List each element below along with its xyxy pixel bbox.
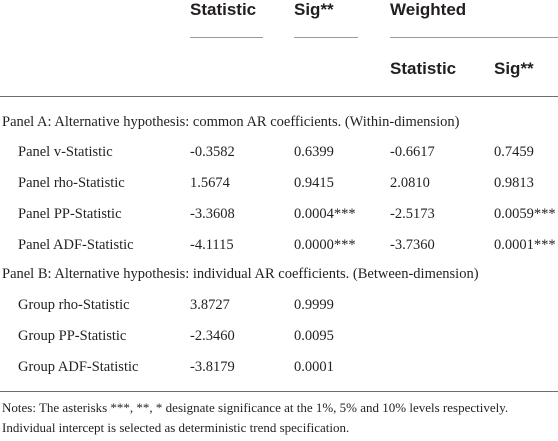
row-sig: 0.6399: [294, 144, 334, 160]
row-weighted-sig: 0.7459: [494, 144, 534, 160]
header-bottom-rule: [0, 96, 558, 97]
header-underline-weighted: [390, 37, 558, 38]
row-weighted-statistic: 2.0810: [390, 175, 430, 191]
row-sig: 0.9999: [294, 297, 334, 313]
row-weighted-statistic: -0.6617: [390, 144, 435, 160]
row-statistic: 1.5674: [190, 175, 230, 191]
row-statistic: -3.3608: [190, 206, 235, 222]
row-label: Panel v-Statistic: [18, 144, 113, 160]
row-statistic: -3.8179: [190, 359, 235, 375]
col-header-weighted-sig: Sig**: [494, 59, 534, 78]
row-label: Group PP-Statistic: [18, 328, 127, 344]
row-label: Panel ADF-Statistic: [18, 237, 134, 253]
row-sig: 0.0001: [294, 359, 334, 375]
header-underline-statistic: [190, 37, 263, 38]
header-underline-sig: [294, 37, 358, 38]
panel-a-title: Panel A: Alternative hypothesis: common AR coefficients. (Within-dimension): [2, 114, 460, 130]
row-statistic: -0.3582: [190, 144, 235, 160]
col-header-sig: Sig**: [294, 0, 334, 19]
table-notes: Notes: The asterisks ***, **, * designate significance at the 1%, 5% and 10% levels respectively. Individual intercept is selected as deterministic trend specification.: [2, 400, 509, 435]
row-label: Group ADF-Statistic: [18, 359, 139, 375]
row-statistic: -2.3460: [190, 328, 235, 344]
row-sig: 0.0000***: [294, 237, 356, 253]
row-sig: 0.0004***: [294, 206, 356, 222]
panel-b-title: Panel B: Alternative hypothesis: individual AR coefficients. (Between-dimension): [2, 266, 479, 282]
col-header-weighted: Weighted: [390, 0, 467, 19]
row-label: Group rho-Statistic: [18, 297, 130, 313]
row-weighted-sig: 0.0001***: [494, 237, 556, 253]
col-header-statistic: Statistic: [190, 0, 257, 19]
row-sig: 0.9415: [294, 175, 334, 191]
row-label: Panel rho-Statistic: [18, 175, 125, 191]
row-label: Panel PP-Statistic: [18, 206, 122, 222]
row-weighted-sig: 0.9813: [494, 175, 534, 191]
row-statistic: 3.8727: [190, 297, 230, 313]
row-sig: 0.0095: [294, 328, 334, 344]
row-weighted-statistic: -3.7360: [390, 237, 435, 253]
row-weighted-statistic: -2.5173: [390, 206, 435, 222]
row-statistic: -4.1115: [190, 237, 234, 253]
table-bottom-rule: [0, 391, 558, 392]
row-weighted-sig: 0.0059***: [494, 206, 556, 222]
col-header-weighted-statistic: Statistic: [390, 59, 457, 78]
